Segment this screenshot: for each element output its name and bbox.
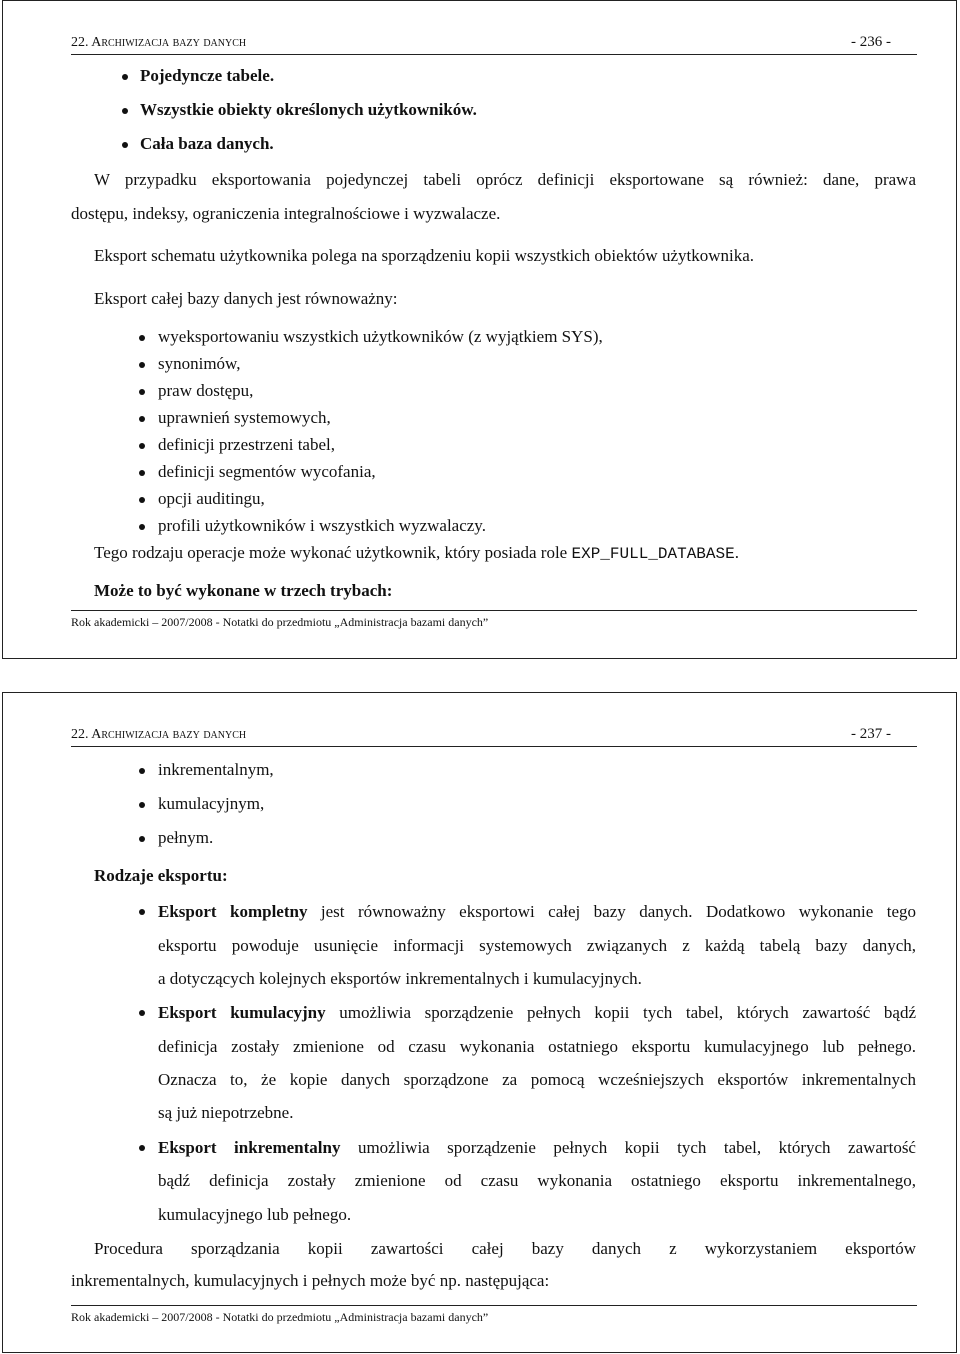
role-end: .: [734, 543, 739, 562]
bullet-icon: [139, 416, 145, 422]
section-heading: Rodzaje eksportu:: [94, 866, 228, 885]
term: Eksport inkrementalny: [158, 1138, 341, 1157]
list-item: Cała baza danych.: [140, 134, 274, 153]
bullet-icon: [139, 389, 145, 395]
term: Eksport kompletny: [158, 902, 308, 921]
list-item: Wszystkie obiekty określonych użytkowników.: [140, 100, 477, 119]
bullet-icon: [139, 362, 145, 368]
paragraph-line: Procedura sporządzania kopii zawartości całej bazy danych z wykorzystaniem eksportów: [94, 1239, 916, 1258]
bullet-icon: [122, 108, 128, 114]
bullet-icon: [139, 470, 145, 476]
list-item: Pojedyncze tabele.: [140, 66, 275, 85]
list-item-line: [158, 1003, 916, 1023]
page-237: [2, 692, 957, 1353]
page-header: [71, 34, 917, 55]
paragraph-line: inkrementalnych, kumulacyjnych i pełnych może być np. następująca:: [71, 1271, 550, 1290]
list-item: kumulacyjnym,: [158, 794, 265, 813]
list-item: wyeksportowaniu wszystkich użytkowników (z wyjątkiem SYS),: [158, 327, 603, 346]
list-item-line: są już niepotrzebne.: [158, 1103, 294, 1122]
list-item-line: definicja zostały zmienione od czasu wykonania ostatniego eksportu kumulacyjnego lub pełnego.: [158, 1037, 916, 1056]
page-header: [71, 726, 917, 747]
list-item-line: bądź definicja zostały zmienione od czasu wykonania ostatniego eksportu inkrementalnego,: [158, 1171, 916, 1190]
section-heading: Może to być wykonane w trzech trybach:: [94, 581, 393, 600]
list-item: synonimów,: [158, 354, 241, 373]
list-item-line: a dotyczących kolejnych eksportów inkrementalnych i kumulacyjnych.: [158, 969, 642, 988]
list-item-line: Oznacza to, że kopie danych sporządzone za pomocą wcześniejszych eksportów inkrementalnych: [158, 1070, 916, 1089]
text: jest równoważny eksportowi całej bazy danych. Dodatkowo wykonanie tego: [307, 902, 917, 921]
list-item-line: [158, 1138, 916, 1158]
term: Eksport kumulacyjny: [158, 1003, 326, 1022]
bullet-icon: [139, 836, 145, 842]
list-item: definicji segmentów wycofania,: [158, 462, 376, 481]
bullet-icon: [139, 335, 145, 341]
page-number: - 236 -: [851, 34, 891, 50]
list-item-line: kumulacyjnego lub pełnego.: [158, 1205, 352, 1224]
list-item-line: eksportu powoduje usunięcie informacji systemowych związanych z każdą tabelą bazy danych,: [158, 936, 916, 955]
bullet-icon: [139, 524, 145, 530]
text: umożliwia sporządzenie pełnych kopii tych tabel, których zawartość: [340, 1138, 916, 1157]
bullet-icon: [139, 768, 145, 774]
bullet-icon: [122, 142, 128, 148]
bullet-icon: [122, 74, 128, 80]
paragraph: Eksport całej bazy danych jest równoważny:: [94, 289, 398, 308]
chapter-title: 22. Archiwizacja bazy danych: [71, 727, 247, 742]
page-footer: Rok akademicki – 2007/2008 - Notatki do przedmiotu „Administracja bazami danych”: [71, 610, 917, 630]
list-item: inkrementalnym,: [158, 760, 274, 779]
text: umożliwia sporządzenie pełnych kopii tych tabel, których zawartość bądź: [325, 1003, 916, 1022]
list-item: uprawnień systemowych,: [158, 408, 331, 427]
list-item: opcji auditingu,: [158, 489, 265, 508]
page-number: - 237 -: [851, 726, 891, 742]
list-item: profili użytkowników i wszystkich wyzwalaczy.: [158, 516, 486, 535]
bullet-icon: [139, 802, 145, 808]
list-item: definicji przestrzeni tabel,: [158, 435, 335, 454]
list-item: pełnym.: [158, 828, 214, 847]
role-paragraph: [94, 543, 739, 564]
bullet-icon: [139, 497, 145, 503]
list-item-line: [158, 902, 916, 922]
paragraph-line: W przypadku eksportowania pojedynczej tabeli oprócz definicji eksportowane są również: dane, prawa: [94, 170, 916, 189]
page-236: [2, 0, 957, 659]
paragraph: Eksport schematu użytkownika polega na sporządzeniu kopii wszystkich obiektów użytkownika.: [94, 246, 755, 265]
role-text: Tego rodzaju operacje może wykonać użytkownik, który posiada role: [94, 543, 572, 562]
paragraph-line: dostępu, indeksy, ograniczenia integralnościowe i wyzwalacze.: [71, 204, 501, 223]
bullet-icon: [139, 909, 145, 915]
bullet-icon: [139, 1010, 145, 1016]
chapter-title: 22. Archiwizacja bazy danych: [71, 35, 247, 50]
bullet-icon: [139, 1145, 145, 1151]
list-item: praw dostępu,: [158, 381, 254, 400]
bullet-icon: [139, 443, 145, 449]
page-footer: Rok akademicki – 2007/2008 - Notatki do przedmiotu „Administracja bazami danych”: [71, 1305, 917, 1325]
role-code: EXP_FULL_DATABASE: [571, 545, 735, 563]
